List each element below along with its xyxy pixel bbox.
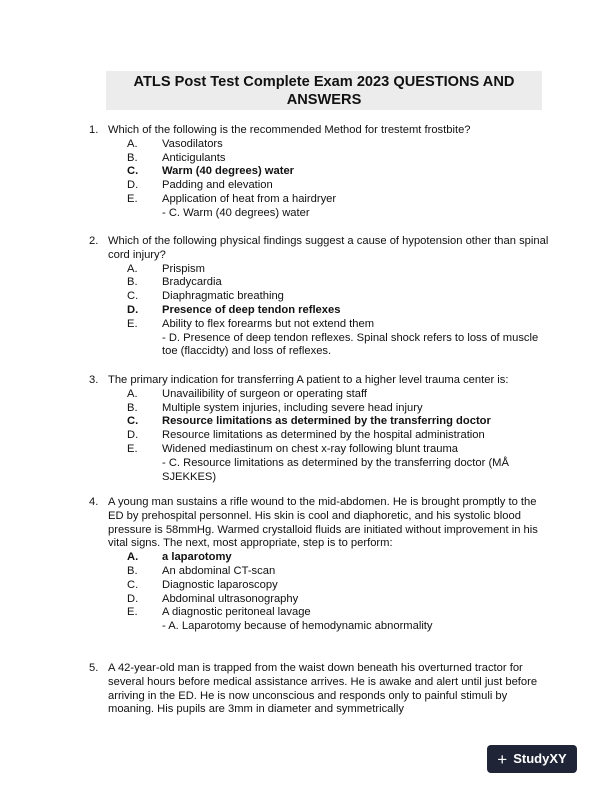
option-b: B. Anticigulants	[127, 151, 226, 164]
answer-explanation: - C. Resource limitations as determined by the transferring doctor (MÅ SJEKKES)	[162, 456, 509, 483]
question-number: 2.	[89, 235, 99, 247]
option-b: B. Bradycardia	[127, 276, 222, 289]
option-d-correct: D. Presence of deep tendon reflexes	[127, 303, 341, 316]
question-number: 1.	[89, 124, 99, 136]
option-e: E. Widened mediastinum on chest x-ray following blunt trauma	[127, 442, 458, 455]
answer-explanation: - A. Laparotomy because of hemodynamic abnormality	[162, 620, 433, 633]
question-stem: Which of the following physical findings suggest a cause of hypotension other than spinal cord injury?	[108, 235, 549, 261]
question-2	[89, 235, 549, 359]
question-number: 3.	[89, 374, 99, 386]
question-1	[89, 124, 549, 221]
question-stem: A 42-year-old man is trapped from the waist down beneath his overturned tractor for several hours before medical assistance arrives. He is awake and alert until just before arriving in the ED. He is now unconscious and responds only to painful stimuli by moaning. His pupils are 3mm in diameter and symmetrically	[108, 662, 538, 716]
answer-explanation: - D. Presence of deep tendon reflexes. Spinal shock refers to loss of muscle toe (flaccidty) and loss of reflexes.	[162, 331, 539, 358]
option-a: A. Unavailibility of surgeon or operating staff	[127, 387, 368, 400]
plus-icon: +	[497, 749, 508, 769]
answer-explanation: - C. Warm (40 degrees) water	[162, 206, 310, 219]
option-d: D. Padding and elevation	[127, 179, 273, 192]
option-e: E. Application of heat from a hairdryer	[127, 192, 337, 205]
option-c-correct: C. Warm (40 degrees) water	[127, 165, 295, 178]
question-stem: A young man sustains a rifle wound to the mid-abdomen. He is brought promptly to the ED by prehospital personnel. His skin is cool and diaphoretic, and his systolic blood pressure is 58mmHg. Warmed crystalloid fluids are initiated without improvement in his vital signs. The next, most appropriate, step is to perform:	[108, 496, 538, 550]
title-banner	[106, 71, 542, 110]
option-b: B. Multiple system injuries, including severe head injury	[127, 401, 423, 414]
option-e: E. Ability to flex forearms but not extend them	[127, 317, 375, 330]
option-a-correct: A. a laparotomy	[127, 551, 232, 564]
question-5	[89, 662, 549, 717]
option-e: E. A diagnostic peritoneal lavage	[127, 606, 311, 619]
option-d: D. Resource limitations as determined by the hospital administration	[127, 429, 485, 442]
question-stem: Which of the following is the recommended Method for trestemt frostbite?	[108, 124, 471, 136]
studyxy-badge[interactable]	[487, 745, 577, 773]
option-c: C. Diaphragmatic breathing	[127, 290, 284, 303]
question-number: 4.	[89, 496, 99, 508]
option-a: A. Vasodilators	[127, 137, 223, 150]
option-b: B. An abdominal CT-scan	[127, 564, 276, 577]
option-a: A. Prispism	[127, 262, 205, 275]
option-d: D. Abdominal ultrasonography	[127, 592, 299, 605]
option-c-correct: C. Resource limitations as determined by the transferring doctor	[127, 415, 491, 428]
question-number: 5.	[89, 662, 99, 674]
badge-label: StudyXY	[513, 751, 567, 767]
option-c: C. Diagnostic laparoscopy	[127, 578, 278, 591]
question-stem: The primary indication for transferring A patient to a higher level trauma center is:	[108, 374, 509, 386]
page-title: ATLS Post Test Complete Exam 2023 QUESTIONS AND ANSWERS	[133, 74, 515, 108]
question-3	[89, 374, 549, 484]
question-4	[89, 496, 549, 634]
